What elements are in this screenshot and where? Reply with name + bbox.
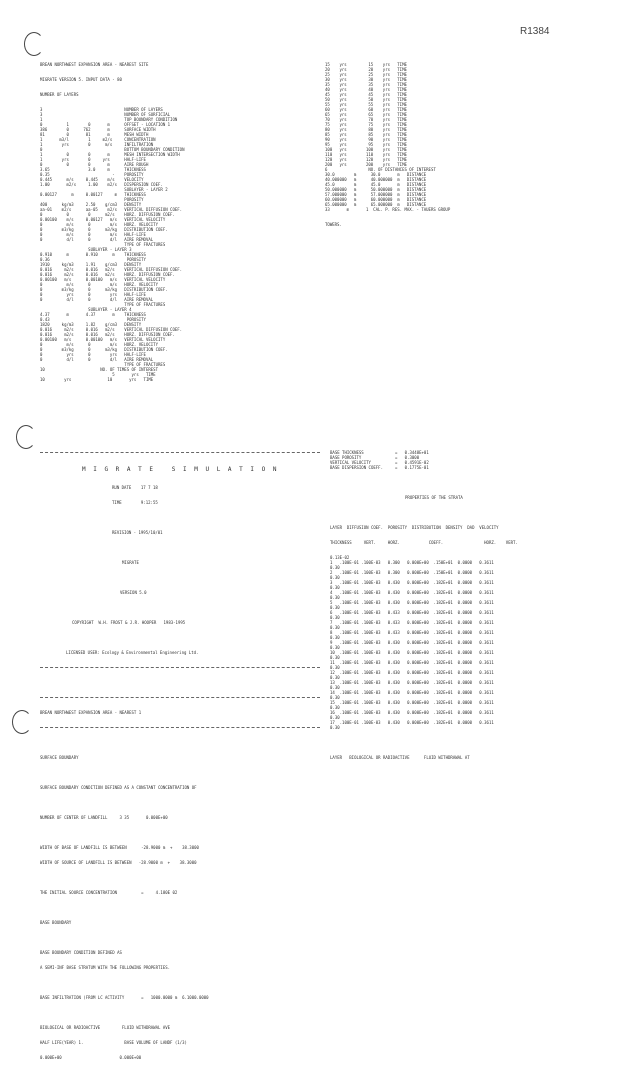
listing-line: TYPE OF FRACTURES xyxy=(40,362,166,367)
table-footer: LAYER BIOLOGICAL OR RADIOACTIVE FLUID WITHDRAWAL AT xyxy=(330,755,470,760)
listing-header: NUMBER OF LAYERS xyxy=(40,92,79,97)
listing-line: 1 yrs 0 yrs HALF-LIFE xyxy=(40,157,146,162)
biological-1: BIOLOGICAL OR RADIOACTIVE FLUID WITHDRAWAL AVE xyxy=(40,1025,171,1030)
time-distance-line: 100 yrs 100 yrs TIME xyxy=(325,147,407,152)
listing-line: 0.00100 m/s 0.00127 m/s VERTICAL VELOCITY xyxy=(40,217,166,222)
listing-line: 0.00100 m/s 0.00100 m/s VERTICAL VELOCITY xyxy=(40,337,166,342)
listing-line: 0 m/s 0 m/s HALF-LIFE xyxy=(40,232,146,237)
time-distance-line: 57.000000 m 57.000000 m DISTANCE xyxy=(325,192,427,197)
copyright: COPYRIGHT W.H. FROST & J.R. HOOPER 1983-1995 xyxy=(72,620,186,625)
biological-2: HALF LIFE(YEAR) 1. BASE VOLUME OF LANDF (1/3) xyxy=(40,1040,187,1045)
listing-line: 1820 kg/m3 1.82 g/cm3 DENSITY xyxy=(40,322,142,327)
table-row: 12 .100E-01 .100E-03 0.430 0.000E+00 .182E+01 0.0000 0.3611 xyxy=(330,670,494,675)
time-distance-line: 45 yrs 45 yrs TIME xyxy=(325,92,407,97)
time-distance-line: 95 yrs 95 yrs TIME xyxy=(325,142,407,147)
punch-hole-icon xyxy=(12,710,32,734)
listing-line: 0.016 m2/s 0.016 m2/s HORZ. DIFFUSION COEF. xyxy=(40,272,175,277)
section-base-boundary: BASE BOUNDARY xyxy=(40,920,72,925)
time-distance-line: 40 yrs 40 yrs TIME xyxy=(325,87,407,92)
table-row: 16 .100E-01 .100E-03 0.430 0.000E+00 .182E+01 0.0000 0.3611 xyxy=(330,710,494,715)
times-distances-top-right xyxy=(325,52,585,252)
listing-line: 10 NO. OF TIMES OF INTEREST xyxy=(40,367,159,372)
listing-line: 5 yrs TIME xyxy=(40,372,156,377)
listing-line: 3 NUMBER OF SURFICIAL xyxy=(40,112,171,117)
version: VERSION 5.0 xyxy=(120,590,147,595)
time-distance-line: 90 yrs 90 yrs TIME xyxy=(325,137,407,142)
time-distance-line: 200 yrs 200 yrs TIME xyxy=(325,162,407,167)
listing-line: 0 d/l 0 d/l AIRE REMOVAL xyxy=(40,297,154,302)
time-distance-line: 60.000000 m 60.000000 m DISTANCE xyxy=(325,197,427,202)
listing-line: SUBLAYER - LAYER 3 xyxy=(40,247,132,252)
listing-line: SUBLAYER - LAYER 2 xyxy=(40,187,168,192)
base-boundary-2: A SEMI-INF BASE STRATUM WITH THE FOLLOWING PROPERTIES. xyxy=(40,965,171,970)
table-row: 0.30 xyxy=(330,565,340,570)
program-name: MIGRATE xyxy=(122,560,139,565)
listing-subtitle: MIGRATE VERSION 5. INPUT DATA - 80 xyxy=(40,77,122,82)
table-row: 17 .100E-01 .100E-03 0.430 0.000E+00 .182E+01 0.0000 0.3611 xyxy=(330,720,494,725)
listing-line: 4.37 m 4.37 m THICKNESS xyxy=(40,312,146,317)
time-distance-line: 45.0 m 45.0 m DISTANCE xyxy=(325,182,427,187)
listing-line: 0 m3/kg 0 m3/kg DISTRIBUTION COEF. xyxy=(40,347,168,352)
table-row: 0.30 xyxy=(330,605,340,610)
time-distance-line: 25 yrs 25 yrs TIME xyxy=(325,72,407,77)
time-distance-line: 30.0 m 30.0 m DISTANCE xyxy=(325,172,427,177)
table-row: 0.13E-02 xyxy=(330,555,350,560)
base-infiltration: BASE INFILTRATION (FROM LC ACTIVITY = 1000.0000 m 6.1000.0000 xyxy=(40,995,209,1000)
time-distance-line: 65.000000 m 65.000000 m DISTANCE xyxy=(325,202,427,207)
listing-line: 3.65 3.0 m THICKNESS xyxy=(40,167,146,172)
time-distance-line: 50.000000 m 50.000000 m DISTANCE xyxy=(325,187,427,192)
listing-line: 0 d/l 0 d/l AIRE REMOVAL xyxy=(40,237,154,242)
run-title-box xyxy=(40,697,320,728)
table-row: 0.30 xyxy=(330,575,340,580)
landfill-width-1: WIDTH OF BASE OF LANDFILL IS BETWEEN -28.9000 m + 38.3000 xyxy=(40,845,199,850)
base-parameter: BASE THICKNESS = 0.3448E+01 xyxy=(330,450,429,455)
banner-box xyxy=(40,452,320,668)
simulation-banner-bottom-left xyxy=(40,440,320,1060)
listing-line: TYPE OF FRACTURES xyxy=(40,302,166,307)
table-row: 0.30 xyxy=(330,695,340,700)
listing-line: 1 yrs 0 m/s INFILTRATION xyxy=(40,142,154,147)
initial-concentration: THE INITIAL SOURCE CONCENTRATION = 4.180E 02 xyxy=(40,890,178,895)
listing-line: 0.35 - POROSITY xyxy=(40,172,144,177)
table-row: 0.30 xyxy=(330,645,340,650)
time-distance-line: 20 yrs 20 yrs TIME xyxy=(325,67,407,72)
time-distance-line: 50 yrs 50 yrs TIME xyxy=(325,97,407,102)
listing-line: 0 m/s 0 m/s HORZ. VELOCITY xyxy=(40,342,159,347)
listing-line: 0 yrs 0 yrs HALF-LIFE xyxy=(40,292,146,297)
table-row: 0.30 xyxy=(330,655,340,660)
time-distance-line: 80 yrs 80 yrs TIME xyxy=(325,127,407,132)
table-row: 0.30 xyxy=(330,665,340,670)
revision: REVISION - 1995/10/01 xyxy=(112,530,163,535)
base-parameter: VERTICAL VELOCITY = 0.4591E-02 xyxy=(330,460,429,465)
table-row: 4 .100E-01 .100E-03 0.430 0.000E+00 .182E+01 0.0000 0.3611 xyxy=(330,590,494,595)
time-distance-line: 35 yrs 35 yrs TIME xyxy=(325,82,407,87)
time-distance-line: 120 yrs 120 yrs TIME xyxy=(325,157,407,162)
table-row: 15 .100E-01 .100E-03 0.430 0.000E+00 .182E+01 0.0000 0.3611 xyxy=(330,700,494,705)
listing-line: TYPE OF FRACTURES xyxy=(40,242,166,247)
listing-line: 0 m/s 0 m/s HORZ. VELOCITY xyxy=(40,222,159,227)
table-row: 9 .100E-01 .100E-03 0.430 0.000E+00 .182E+01 0.0000 0.3611 xyxy=(330,640,494,645)
time-distance-line: 15 yrs 15 yrs TIME xyxy=(325,62,407,67)
base-parameter: BASE POROSITY = 0.3000 xyxy=(330,455,420,460)
table-row: 5 .100E-01 .100E-03 0.430 0.000E+00 .182E+01 0.0000 0.3611 xyxy=(330,600,494,605)
listing-line: 81 0 81 m MESH WIDTH xyxy=(40,132,149,137)
listing-line: 0 d/l 0 d/l AIRE REMOVAL xyxy=(40,357,154,362)
listing-footer: TOWERS. xyxy=(325,222,342,227)
listing-line: 0 m/s 0 m/s HORZ. VELOCITY xyxy=(40,282,159,287)
table-row: 0.30 xyxy=(330,635,340,640)
run-date: RUN DATE 17 7 18 xyxy=(112,485,158,490)
listing-line: 0.016 m2/s 0.016 m2/s HORZ. DIFFUSION COEF. xyxy=(40,332,175,337)
listing-line: 0 0 0 m AIRE ROUGH xyxy=(40,162,149,167)
base-parameters xyxy=(330,450,600,470)
listing-line: POROSITY xyxy=(40,197,144,202)
table-row: 8 .100E-01 .100E-03 0.433 0.000E+00 .182E+01 0.0000 0.3611 xyxy=(330,630,494,635)
table-row: 1 .100E-01 .100E-03 0.300 0.000E+00 .150E+01 0.0000 0.3611 xyxy=(330,560,494,565)
table-row: 0.30 xyxy=(330,715,340,720)
table-header: LAYER DIFFUSION COEF. POROSITY DISTRIBUTION DENSITY DAD VELOCITY xyxy=(330,525,499,530)
table-row: 0.30 xyxy=(330,625,340,630)
table-row: 0.30 xyxy=(330,585,340,590)
listing-line: 3 NUMBER OF LAYERS xyxy=(40,107,163,112)
listing-title: BREAN NORTHWEST EXPANSION AREA - NEAREST SITE xyxy=(40,62,149,67)
biological-3: 0.000E+00 0.000E+00 xyxy=(40,1055,142,1060)
listing-line: 0 m3/kg 0 m3/kg DISTRIBUTION COEF. xyxy=(40,287,168,292)
listing-line: 0 1 0 m OFFSET - LOCATION 1 xyxy=(40,122,171,127)
table-row: 11 .100E-01 .100E-03 0.430 0.000E+00 .182E+01 0.0000 0.3611 xyxy=(330,660,494,665)
listing-line: aa-01 m2/s aa-05 m2/s VERTICAL DIFFUSION COEF. xyxy=(40,207,183,212)
table-row: 2 .100E-01 .100E-03 0.300 0.000E+00 .150E+01 0.0000 0.3611 xyxy=(330,570,494,575)
listing-line: 0 m3/kg 0 m3/kg DISTRIBUTION COEF. xyxy=(40,227,168,232)
listing-line: 0 0 0 m2/s HORZ. DIFFUSION COEF. xyxy=(40,212,175,217)
table-row: 0.30 xyxy=(330,675,340,680)
listing-line: 0.016 m2/s 0.016 m2/s VERTICAL DIFFUSION COEF. xyxy=(40,267,183,272)
table-row: 10 .100E-01 .100E-03 0.430 0.000E+00 .182E+01 0.0000 0.3611 xyxy=(330,650,494,655)
listing-line: 0.910 m 0.910 m THICKNESS xyxy=(40,252,146,257)
time-distance-line: 110 yrs 110 yrs TIME xyxy=(325,152,407,157)
listing-line: 0.016 m2/s 0.016 m2/s VERTICAL DIFFUSION COEF. xyxy=(40,327,183,332)
strata-properties-bottom-right xyxy=(330,440,600,760)
time-distance-line: 75 yrs 75 yrs TIME xyxy=(325,122,407,127)
time-distance-line: 85 yrs 85 yrs TIME xyxy=(325,132,407,137)
table-row: 0.30 xyxy=(330,685,340,690)
listing-line: 1 m3/l 1 m2/s CONCENTRATION xyxy=(40,137,156,142)
listing-line: 0 yrs 0 yrs HALF-LIFE xyxy=(40,352,146,357)
listing-line: 1 TOP BOUNDARY CONDITION xyxy=(40,117,178,122)
time-distance-line: 55 yrs 55 yrs TIME xyxy=(325,102,407,107)
properties-table xyxy=(330,555,600,730)
landfill-center: NUMBER OF CENTER OF LANDFILL 3 35 0.000E+00 xyxy=(40,815,168,820)
properties-title: PROPERTIES OF THE STRATA xyxy=(405,495,463,500)
document-id: R1384 xyxy=(520,26,550,37)
licensed-user: LICENSED USER: Ecology & Environmental Engineering Ltd. xyxy=(66,650,199,655)
listing-line: 1 0 0 m MESH INTERSECTION WIDTH xyxy=(40,152,180,157)
listing-line: 1910 kg/m3 1.91 g/cm3 DENSITY xyxy=(40,262,142,267)
section-surface-boundary: SURFACE BOUNDARY xyxy=(40,755,79,760)
listing-line: 0 BOTTOM BOUNDARY CONDITION xyxy=(40,147,185,152)
input-listing-top-left xyxy=(40,52,312,382)
time-distance-line: 30 yrs 30 yrs TIME xyxy=(325,77,407,82)
table-subheader: THICKNESS VERT. HORZ. COEFF. HORZ. VERT. xyxy=(330,540,518,545)
base-parameter: BASE DISPERSION COEFF. = 0.1775E-01 xyxy=(330,465,429,470)
listing-line: 400 kg/m3 2.50 g/cm3 DENSITY xyxy=(40,202,142,207)
time-distance-line: 33 m 1 CAL. P. RES. MAX. - TAUERS GROUP xyxy=(325,207,451,212)
banner-title: M I G R A T E S I M U L A T I O N xyxy=(82,466,279,473)
listing-lines xyxy=(40,107,312,382)
table-row: 7 .100E-01 .100E-03 0.433 0.000E+00 .182E+01 0.0000 0.3611 xyxy=(330,620,494,625)
table-row: 14 .100E-01 .100E-03 0.430 0.000E+00 .182E+01 0.0000 0.3611 xyxy=(330,690,494,695)
time-distance-lines xyxy=(325,62,585,212)
landfill-width-2: WIDTH OF SOURCE OF LANDFILL IS BETWEEN -28.9000 m + 38.3000 xyxy=(40,860,197,865)
listing-line: 0.00100 m/s 0.00100 m/s VERTICAL VELOCITY xyxy=(40,277,166,282)
listing-line: 386 0 762 m SURFACE WIDTH xyxy=(40,127,156,132)
listing-line: 10 yrs 10 yrs TIME xyxy=(40,377,154,382)
table-row: 0.30 xyxy=(330,705,340,710)
table-row: 0.30 xyxy=(330,595,340,600)
listing-line: 0.43 POROSITY xyxy=(40,317,146,322)
listing-line: SUBLAYER - LAYER 4 xyxy=(40,307,132,312)
listing-line: 1.00 m2/s 1.00 m2/s DISPERSION COEF. xyxy=(40,182,163,187)
base-boundary-1: BASE BOUNDARY CONDITION DEFINED AS xyxy=(40,950,122,955)
run-title: BREAN NORTHWEST EXPANSION AREA - NEAREST 1 xyxy=(40,710,142,715)
run-time: TIME 9:12:55 xyxy=(112,500,158,505)
time-distance-line: 60 yrs 60 yrs TIME xyxy=(325,107,407,112)
surface-boundary-text: SURFACE BOUNDARY CONDITION DEFINED AS A CONSTANT CONCENTRATION OF xyxy=(40,785,197,790)
time-distance-line: 6 NO. OF DISTANCES OF INTEREST xyxy=(325,167,436,172)
table-row: 3 .100E-01 .100E-03 0.430 0.000E+00 .182E+01 0.0000 0.3611 xyxy=(330,580,494,585)
table-row: 0.30 xyxy=(330,725,340,730)
listing-line: 0.36 POROSITY xyxy=(40,257,146,262)
punch-hole-icon xyxy=(16,425,36,449)
time-distance-line: 65 yrs 65 yrs TIME xyxy=(325,112,407,117)
time-distance-line: 70 yrs 70 yrs TIME xyxy=(325,117,407,122)
listing-line: 0.00127 m 0.00127 m THICKNESS xyxy=(40,192,146,197)
table-row: 6 .100E-01 .100E-03 0.433 0.000E+00 .182E+01 0.0000 0.3611 xyxy=(330,610,494,615)
listing-line: 0.445 m/s 0.445 m/s VELOCITY xyxy=(40,177,144,182)
table-row: 0.30 xyxy=(330,615,340,620)
table-row: 13 .100E-01 .100E-03 0.430 0.000E+00 .182E+01 0.0000 0.3611 xyxy=(330,680,494,685)
time-distance-line: 40.000000 m 40.000000 m DISTANCE xyxy=(325,177,427,182)
